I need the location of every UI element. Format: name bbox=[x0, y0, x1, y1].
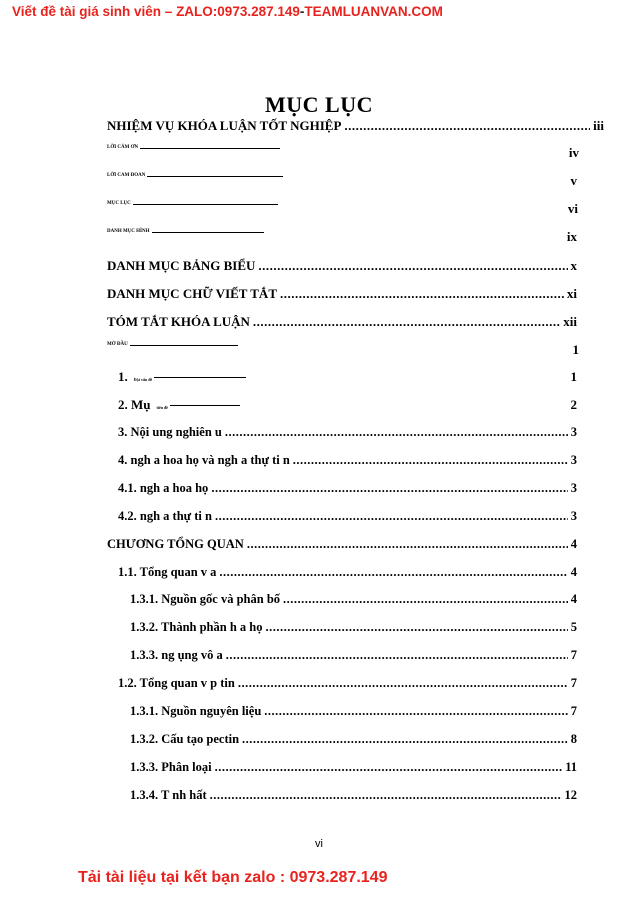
toc-page: 7 bbox=[570, 648, 577, 662]
toc-entry[interactable] bbox=[118, 565, 577, 580]
toc-entry[interactable] bbox=[130, 704, 577, 719]
toc-page: 4 bbox=[570, 592, 577, 606]
toc-leader bbox=[247, 537, 568, 552]
toc-sublabel: Đặt vấn đề bbox=[133, 377, 153, 382]
toc-leader bbox=[215, 509, 568, 524]
toc-page: vi bbox=[567, 201, 578, 216]
toc-entry[interactable] bbox=[130, 760, 577, 775]
toc-sublabel: tiêu đề bbox=[156, 405, 168, 410]
toc-label: TÓM TẮT KHÓA LUẬN bbox=[107, 314, 250, 329]
toc-label: 1.2. Tổng quan v p tin bbox=[118, 676, 235, 690]
toc-leader bbox=[130, 344, 238, 346]
toc-label: 1.3.3. Phân loại bbox=[130, 760, 212, 774]
toc-page: 8 bbox=[570, 732, 577, 746]
toc-label: 1.3.1. Nguồn nguyên liệu bbox=[130, 704, 262, 718]
toc-entry[interactable] bbox=[107, 314, 577, 330]
toc-leader bbox=[265, 620, 567, 635]
toc-entry[interactable] bbox=[107, 145, 579, 160]
toc-leader bbox=[264, 704, 567, 719]
toc-label: 4. ngh a hoa họ và ngh a thự ti n bbox=[118, 453, 290, 467]
toc-leader bbox=[283, 592, 568, 607]
toc-label: 4.2. ngh a thự ti n bbox=[118, 509, 212, 523]
toc-page: 1 bbox=[570, 369, 577, 384]
page-title: MỤC LỤC bbox=[265, 92, 373, 117]
toc-entry[interactable] bbox=[130, 620, 577, 635]
toc-page: iv bbox=[568, 145, 579, 160]
toc-page: x bbox=[570, 258, 577, 273]
toc-entry[interactable] bbox=[130, 732, 577, 747]
toc-page: 11 bbox=[565, 760, 577, 774]
toc-page: 1 bbox=[572, 342, 579, 357]
toc-label: 1.1. Tổng quan v a bbox=[118, 565, 217, 579]
toc-leader bbox=[280, 286, 564, 302]
toc-label: MỞ ĐẦU bbox=[107, 342, 128, 347]
toc-page: 3 bbox=[570, 509, 577, 523]
toc-leader bbox=[147, 175, 283, 177]
toc-page: v bbox=[570, 173, 577, 188]
toc-entry[interactable] bbox=[118, 676, 577, 691]
toc-label: 1.3.2. Cấu tạo pectin bbox=[130, 732, 240, 746]
toc-page: 4 bbox=[570, 565, 577, 579]
toc-label: 2. Mụ bbox=[118, 397, 151, 412]
toc-label: 1.3.1. Nguồn gốc và phân bố bbox=[130, 592, 281, 606]
banner-zalo: ZALO:0973.287.149 bbox=[176, 4, 300, 19]
toc-page: 3 bbox=[570, 453, 577, 467]
toc-leader bbox=[170, 404, 240, 406]
toc-entry[interactable] bbox=[130, 788, 577, 803]
toc-entry[interactable] bbox=[118, 481, 577, 496]
toc-entry[interactable] bbox=[130, 648, 577, 663]
toc-leader bbox=[211, 481, 567, 496]
toc-leader bbox=[258, 258, 567, 274]
toc-entry[interactable] bbox=[118, 453, 577, 468]
toc-entry[interactable] bbox=[118, 425, 577, 440]
toc-page: 5 bbox=[570, 620, 577, 634]
toc-label: DANH MỤC CHỮ VIẾT TẮT bbox=[107, 286, 277, 301]
toc-label: DANH MỤC HÌNH bbox=[107, 229, 150, 234]
toc-label: MỤC LỤC bbox=[107, 201, 131, 206]
toc-label: 1.3.3. ng ụng vô a bbox=[130, 648, 223, 662]
toc-leader bbox=[152, 231, 264, 233]
toc-page: 2 bbox=[570, 397, 577, 412]
toc-label: 4.1. ngh a hoa họ bbox=[118, 481, 209, 495]
toc-page: ix bbox=[566, 229, 577, 244]
toc-leader bbox=[253, 314, 560, 330]
toc-page: 7 bbox=[570, 676, 577, 690]
toc-label: 1. bbox=[118, 369, 128, 384]
toc-entry[interactable] bbox=[107, 342, 579, 357]
toc-label: DANH MỤC BẢNG BIỂU bbox=[107, 258, 256, 273]
toc-entry[interactable] bbox=[107, 286, 577, 302]
toc-leader bbox=[225, 425, 568, 440]
toc-page: 4 bbox=[570, 537, 577, 551]
toc-entry[interactable] bbox=[118, 397, 577, 413]
toc-label: 3. Nội ung nghiên u bbox=[118, 425, 222, 439]
banner-text: Viết đề tài giá sinh viên – bbox=[12, 4, 177, 19]
toc-leader bbox=[219, 565, 567, 580]
toc-label: CHƯƠNG TỔNG QUAN bbox=[107, 537, 244, 551]
toc-page: iii bbox=[593, 118, 604, 133]
toc-leader bbox=[133, 203, 278, 205]
toc-entry[interactable] bbox=[107, 258, 577, 274]
toc-page: 7 bbox=[570, 704, 577, 718]
toc-entry[interactable] bbox=[107, 537, 577, 552]
toc-page: xii bbox=[563, 314, 577, 329]
toc-label: 1.3.2. Thành phần h a họ bbox=[130, 620, 263, 634]
page-number: vi bbox=[315, 838, 323, 850]
toc-label: LỜI CẢM ƠN bbox=[107, 145, 139, 150]
footer-banner: Tải tài liệu tại kết bạn zalo : 0973.287.149 bbox=[78, 869, 388, 886]
toc-entry[interactable] bbox=[118, 369, 577, 385]
toc-leader bbox=[140, 147, 280, 149]
toc-label: LỜI CAM ĐOAN bbox=[107, 173, 146, 178]
toc-page: 3 bbox=[570, 481, 577, 495]
toc-leader bbox=[210, 788, 562, 803]
toc-entry[interactable] bbox=[107, 173, 577, 188]
toc-page: 3 bbox=[570, 425, 577, 439]
toc-label: NHIỆM VỤ KHÓA LUẬN TỐT NGHIỆP bbox=[107, 118, 342, 133]
toc-page: xi bbox=[566, 286, 577, 301]
toc-entry[interactable] bbox=[107, 118, 604, 134]
toc-page: 12 bbox=[564, 788, 577, 802]
toc-leader bbox=[293, 453, 568, 468]
toc-entry[interactable] bbox=[107, 229, 577, 244]
toc-leader bbox=[238, 676, 568, 691]
banner-site: TEAMLUANVAN.COM bbox=[304, 4, 443, 19]
banner-dash: - bbox=[299, 4, 305, 19]
toc-entry[interactable] bbox=[118, 509, 577, 524]
toc-leader bbox=[226, 648, 568, 663]
toc-entry[interactable] bbox=[107, 201, 578, 216]
toc-leader bbox=[215, 760, 563, 775]
toc-leader bbox=[344, 118, 590, 134]
toc-leader bbox=[154, 376, 246, 378]
toc-leader bbox=[242, 732, 568, 747]
toc-label: 1.3.4. T nh hất bbox=[130, 788, 207, 802]
toc-entry[interactable] bbox=[130, 592, 577, 607]
